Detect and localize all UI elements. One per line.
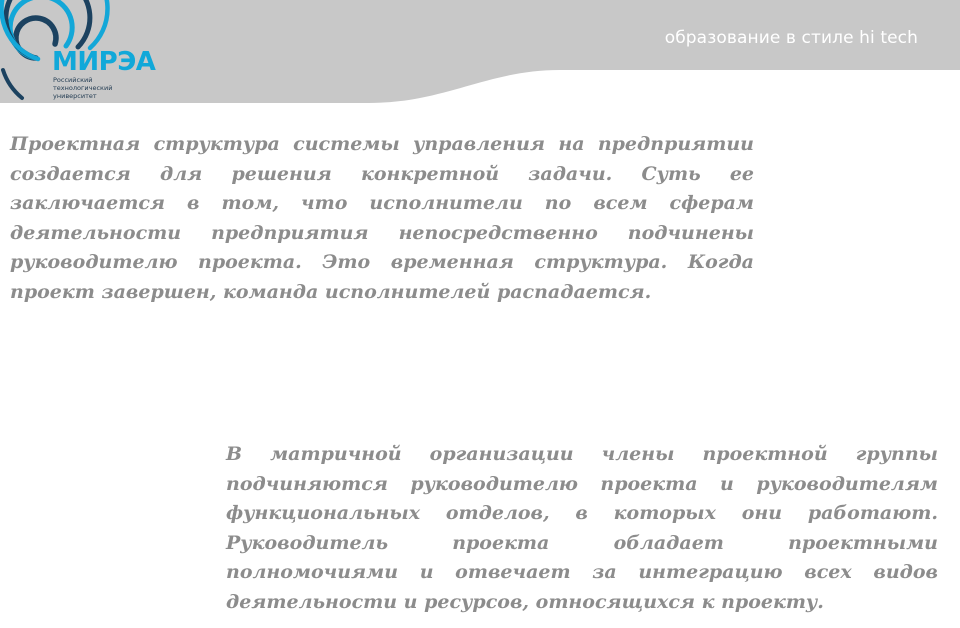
paragraph-matrix-organization: В матричной организации члены проектной группы подчиняются руководителю проекта и руководителям функциональных отделов, в которых они работают. Руководитель проекта обладает проектными полномочиями и отвечает за интеграцию всех видов деятельности и ресурсов, относящихся к проекту. xyxy=(226,443,938,613)
logo-subtitle xyxy=(53,76,112,100)
logo-subtitle-line: технологический xyxy=(53,84,113,92)
paragraph-project-structure: Проектная структура системы управления на предприятии создается для решения конкретной задачи. Суть ее заключается в том, что исполнители по всем сферам деятельности предприятия непосредственно подчинены руководителю проекта. Это временная структура. Когда проект завершен, команда исполнителей распадается. xyxy=(10,133,754,303)
logo-subtitle-line: Российский xyxy=(53,76,93,84)
logo-subtitle-line: университет xyxy=(53,92,97,100)
logo-wordmark: МИРЭА xyxy=(52,47,156,77)
mirea-logo xyxy=(0,0,170,104)
header-tagline: образование в стиле hi tech xyxy=(664,28,918,48)
